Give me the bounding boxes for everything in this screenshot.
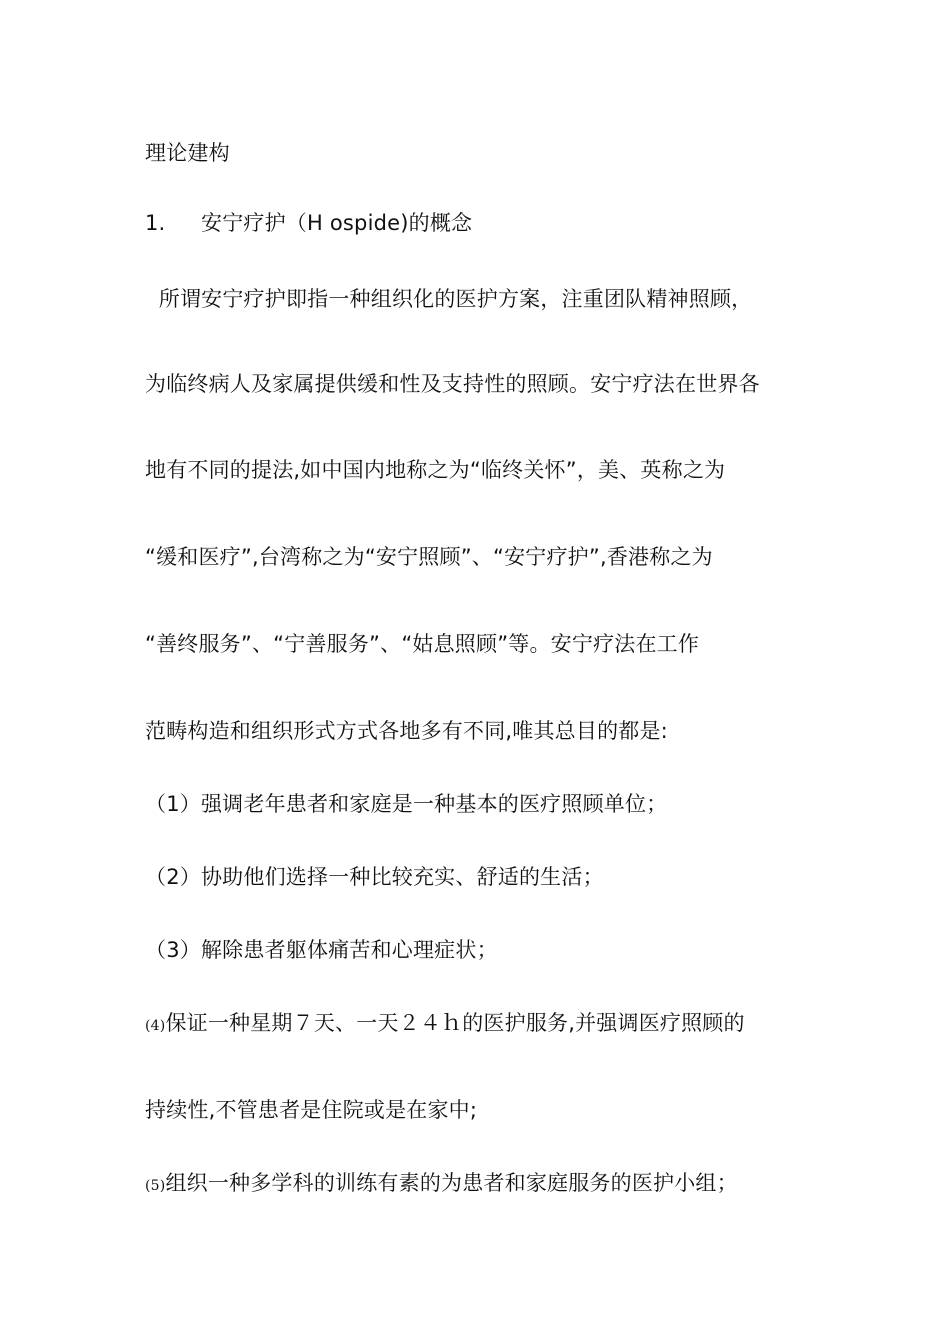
paragraph-line: 地有不同的提法,如中国内地称之为“临终关怀”，美、英称之为 — [145, 458, 726, 482]
heading-text: 安宁疗护（H ospide)的概念 — [201, 211, 473, 235]
list-text: 组织一种多学科的训练有素的为患者和家庭服务的医护小组； — [165, 1171, 738, 1195]
paragraph-line: “缓和医疗”,台湾称之为“安宁照顾”、“安宁疗护”,香港称之为 — [145, 545, 713, 569]
list-marker: (5) — [145, 1178, 166, 1194]
list-text: 保证一种星期７天、一天２４ｈ的医护服务,并强调医疗照顾的 — [165, 1011, 745, 1035]
list-marker: （1） — [145, 792, 201, 816]
list-text: 强调老年患者和家庭是一种基本的医疗照顾单位； — [200, 792, 668, 816]
list-item — [145, 789, 667, 819]
list-marker: (4) — [145, 1018, 166, 1034]
heading — [145, 208, 472, 238]
list-marker: （3） — [145, 938, 201, 962]
heading-number: 1. — [145, 211, 166, 235]
paragraph-line: “善终服务”、“宁善服务”、“姑息照顾”等。安宁疗法在工作 — [145, 632, 700, 656]
list-item — [145, 862, 604, 892]
section-title: 理论建构 — [145, 141, 230, 165]
paragraph-line: 所谓安宁疗护即指一种组织化的医护方案，注重团队精神照顾， — [145, 287, 753, 311]
list-item — [145, 1168, 738, 1201]
list-marker: （2） — [145, 865, 201, 889]
paragraph-line: 为临终病人及家属提供缓和性及支持性的照顾。安宁疗法在世界各 — [145, 372, 760, 396]
paragraph-line: 范畴构造和组织形式方式各地多有不同,唯其总目的都是: — [145, 719, 668, 743]
list-item — [145, 1008, 745, 1041]
list-text: 解除患者躯体痛苦和心理症状； — [200, 938, 498, 962]
list-item-continuation — [145, 1095, 477, 1125]
list-text: 持续性,不管患者是住院或是在家中; — [145, 1098, 478, 1122]
list-item — [145, 935, 498, 965]
list-text: 协助他们选择一种比较充实、舒适的生活； — [200, 865, 604, 889]
